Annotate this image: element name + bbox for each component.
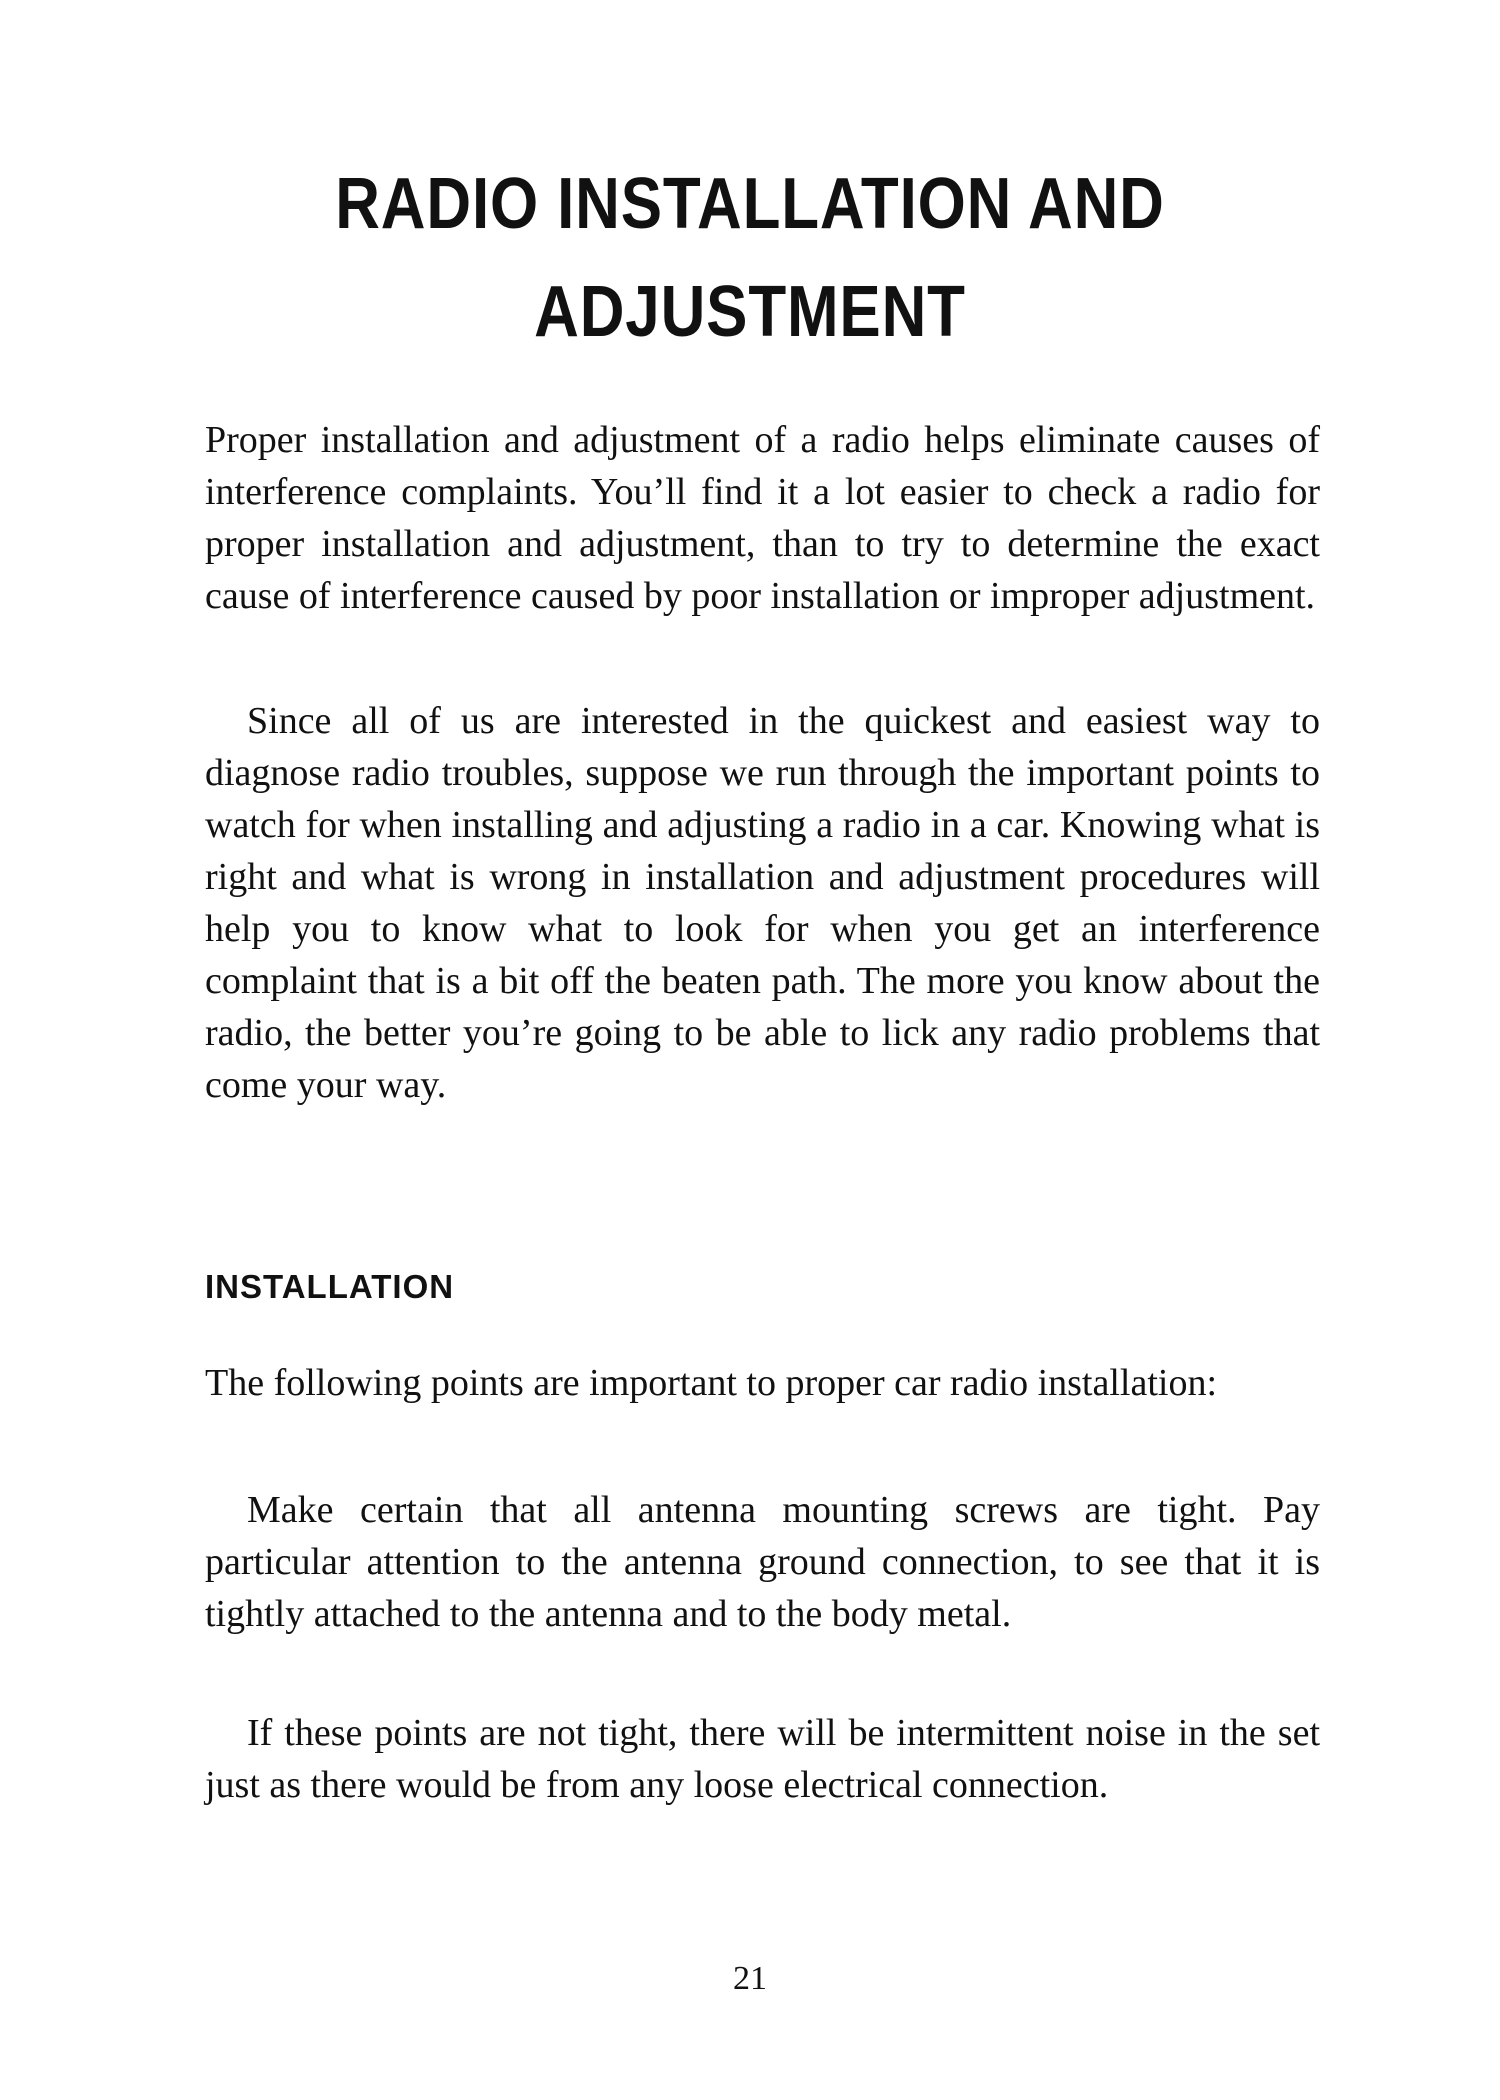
page-title: RADIO INSTALLATION AND ADJUSTMENT <box>335 164 1165 352</box>
intro-paragraph-1: Proper installation and adjustment of a radio helps eliminate causes of interference complaints. You’ll find it a lot easier to check a radio for proper installation and adjustment, than to try to determine the exact cause of interference caused by poor installation or improper adjustment. <box>205 419 1320 617</box>
intro-paragraph-2: Since all of us are interested in the quickest and easiest way to diagnose radio troubles, suppose we run through the important points to watch for when installing and adjusting a radio in a car. Knowing what is right and what is wrong in installation and adjustment procedures will help you to know what to look for when you get an interference complaint that is a bit off the beaten path. The more you know about the radio, the better you’re going to be able to lick any radio problems that come your way. <box>205 700 1320 1106</box>
installation-paragraph-2: Make certain that all antenna mounting screws are tight. Pay particular attention to the antenna ground connection, to see that it is tightly attached to the antenna and to the body metal. <box>205 1489 1320 1635</box>
installation-paragraph-1: The following points are important to proper car radio installation: <box>205 1362 1218 1404</box>
section-heading-installation: INSTALLATION <box>205 1268 455 1305</box>
page-number: 21 <box>733 1960 767 1997</box>
installation-paragraph-3: If these points are not tight, there will be intermittent noise in the set just as there would be from any loose electrical connection. <box>205 1712 1320 1806</box>
